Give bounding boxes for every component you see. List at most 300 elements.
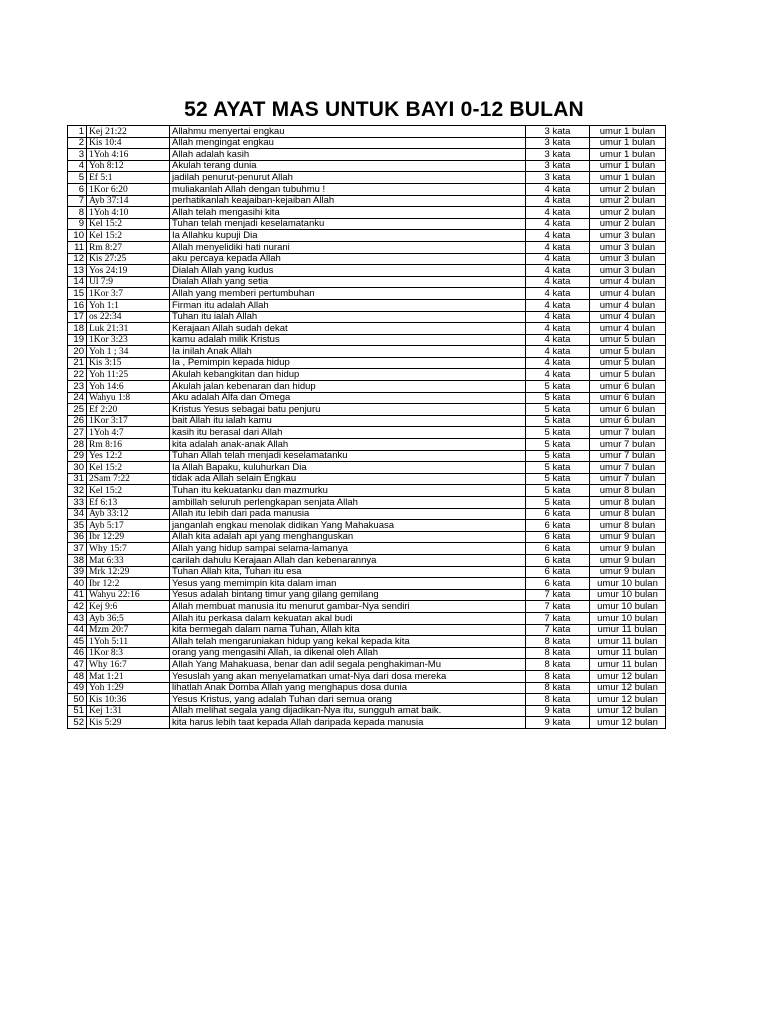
- row-number: 33: [68, 497, 87, 509]
- table-row: [68, 578, 666, 590]
- verse-text: Allah itu lebih dari pada manusia: [170, 508, 526, 520]
- table-row: [68, 288, 666, 300]
- row-number: 40: [68, 578, 87, 590]
- row-number: 6: [68, 183, 87, 195]
- table-row: [68, 589, 666, 601]
- row-number: 12: [68, 253, 87, 265]
- verse-reference: Mrk 12:29: [87, 566, 170, 578]
- verse-reference: Ayb 33:12: [87, 508, 170, 520]
- verse-text: Tuhan Allah kita, Tuhan itu esa: [170, 566, 526, 578]
- table-row: [68, 647, 666, 659]
- row-number: 43: [68, 612, 87, 624]
- word-count: 6 kata: [526, 566, 590, 578]
- age-label: umur 12 bulan: [590, 670, 666, 682]
- verse-text: Yesus yang memimpin kita dalam iman: [170, 578, 526, 590]
- verse-reference: 1Kor 8:3: [87, 647, 170, 659]
- age-label: umur 5 bulan: [590, 357, 666, 369]
- age-label: umur 10 bulan: [590, 612, 666, 624]
- verse-text: ambillah seluruh perlengkapan senjata Allah: [170, 497, 526, 509]
- verse-text: Tuhan telah menjadi keselamatanku: [170, 218, 526, 230]
- age-label: umur 11 bulan: [590, 647, 666, 659]
- word-count: 8 kata: [526, 694, 590, 706]
- age-label: umur 4 bulan: [590, 276, 666, 288]
- word-count: 5 kata: [526, 473, 590, 485]
- table-row: [68, 183, 666, 195]
- verse-text: Ia , Pemimpin kepada hidup: [170, 357, 526, 369]
- word-count: 4 kata: [526, 183, 590, 195]
- verse-reference: Kel 15:2: [87, 218, 170, 230]
- age-label: umur 5 bulan: [590, 334, 666, 346]
- row-number: 14: [68, 276, 87, 288]
- word-count: 4 kata: [526, 207, 590, 219]
- verse-text: Aku adalah Alfa dan Omega: [170, 392, 526, 404]
- verse-reference: 1Yoh 5:11: [87, 636, 170, 648]
- word-count: 3 kata: [526, 172, 590, 184]
- age-label: umur 6 bulan: [590, 415, 666, 427]
- verse-text: janganlah engkau menolak didikan Yang Mahakuasa: [170, 520, 526, 532]
- table-row: [68, 126, 666, 138]
- row-number: 19: [68, 334, 87, 346]
- row-number: 51: [68, 705, 87, 717]
- verse-text: kita bermegah dalam nama Tuhan, Allah kita: [170, 624, 526, 636]
- verse-reference: Ayb 37:14: [87, 195, 170, 207]
- table-row: [68, 323, 666, 335]
- row-number: 47: [68, 659, 87, 671]
- table-row: [68, 149, 666, 161]
- verse-text: Ia Allahku kupuji Dia: [170, 230, 526, 242]
- verse-reference: Kej 1:31: [87, 705, 170, 717]
- word-count: 4 kata: [526, 346, 590, 358]
- verse-table-body: [68, 126, 666, 729]
- word-count: 6 kata: [526, 531, 590, 543]
- verse-text: Akulah jalan kebenaran dan hidup: [170, 381, 526, 393]
- verse-text: bait Allah itu ialah kamu: [170, 415, 526, 427]
- table-row: [68, 566, 666, 578]
- row-number: 18: [68, 323, 87, 335]
- row-number: 32: [68, 485, 87, 497]
- verse-reference: Yos 24:19: [87, 265, 170, 277]
- word-count: 3 kata: [526, 137, 590, 149]
- row-number: 23: [68, 381, 87, 393]
- row-number: 37: [68, 543, 87, 555]
- verse-text: Allah Yang Mahakuasa, benar dan adil segala penghakiman-Mu: [170, 659, 526, 671]
- verse-text: Ia inilah Anak Allah: [170, 346, 526, 358]
- verse-text: carilah dahulu Kerajaan Allah dan kebenarannya: [170, 554, 526, 566]
- verse-text: Firman itu adalah Allah: [170, 299, 526, 311]
- age-label: umur 6 bulan: [590, 404, 666, 416]
- verse-text: Allah membuat manusia itu menurut gambar-Nya sendiri: [170, 601, 526, 613]
- verse-text: Yesus Kristus, yang adalah Tuhan dari semua orang: [170, 694, 526, 706]
- verse-reference: Kis 27:25: [87, 253, 170, 265]
- table-row: [68, 427, 666, 439]
- verse-reference: Yes 12:2: [87, 450, 170, 462]
- age-label: umur 8 bulan: [590, 508, 666, 520]
- table-row: [68, 450, 666, 462]
- age-label: umur 7 bulan: [590, 439, 666, 451]
- verse-reference: 1Kor 3:23: [87, 334, 170, 346]
- verse-reference: Mat 1:21: [87, 670, 170, 682]
- verse-text: lihatlah Anak Domba Allah yang menghapus dosa dunia: [170, 682, 526, 694]
- age-label: umur 12 bulan: [590, 682, 666, 694]
- table-row: [68, 670, 666, 682]
- verse-reference: Ibr 12:2: [87, 578, 170, 590]
- word-count: 4 kata: [526, 218, 590, 230]
- row-number: 9: [68, 218, 87, 230]
- verse-text: perhatikanlah keajaiban-kejaiban Allah: [170, 195, 526, 207]
- verse-text: Allah telah mengasihi kita: [170, 207, 526, 219]
- word-count: 8 kata: [526, 670, 590, 682]
- table-row: [68, 357, 666, 369]
- row-number: 1: [68, 126, 87, 138]
- table-row: [68, 473, 666, 485]
- word-count: 4 kata: [526, 288, 590, 300]
- word-count: 6 kata: [526, 578, 590, 590]
- verse-reference: Rm 8:16: [87, 439, 170, 451]
- table-row: [68, 682, 666, 694]
- row-number: 27: [68, 427, 87, 439]
- verse-reference: Kis 10:36: [87, 694, 170, 706]
- age-label: umur 1 bulan: [590, 172, 666, 184]
- table-row: [68, 195, 666, 207]
- age-label: umur 4 bulan: [590, 288, 666, 300]
- age-label: umur 6 bulan: [590, 392, 666, 404]
- age-label: umur 9 bulan: [590, 531, 666, 543]
- age-label: umur 5 bulan: [590, 369, 666, 381]
- age-label: umur 10 bulan: [590, 601, 666, 613]
- row-number: 38: [68, 554, 87, 566]
- verse-reference: Kis 5:29: [87, 717, 170, 729]
- word-count: 4 kata: [526, 334, 590, 346]
- table-row: [68, 717, 666, 729]
- word-count: 4 kata: [526, 241, 590, 253]
- table-row: [68, 137, 666, 149]
- verse-reference: Yoh 1:1: [87, 299, 170, 311]
- table-row: [68, 531, 666, 543]
- row-number: 16: [68, 299, 87, 311]
- word-count: 5 kata: [526, 427, 590, 439]
- verse-text: Allah yang hidup sampai selama-lamanya: [170, 543, 526, 555]
- row-number: 13: [68, 265, 87, 277]
- table-row: [68, 381, 666, 393]
- row-number: 22: [68, 369, 87, 381]
- word-count: 8 kata: [526, 659, 590, 671]
- table-row: [68, 439, 666, 451]
- table-row: [68, 601, 666, 613]
- age-label: umur 12 bulan: [590, 705, 666, 717]
- verse-reference: Kel 15:2: [87, 230, 170, 242]
- age-label: umur 4 bulan: [590, 311, 666, 323]
- word-count: 5 kata: [526, 392, 590, 404]
- table-row: [68, 172, 666, 184]
- table-row: [68, 253, 666, 265]
- word-count: 5 kata: [526, 404, 590, 416]
- verse-reference: Luk 21:31: [87, 323, 170, 335]
- age-label: umur 8 bulan: [590, 520, 666, 532]
- age-label: umur 1 bulan: [590, 160, 666, 172]
- age-label: umur 8 bulan: [590, 497, 666, 509]
- table-row: [68, 520, 666, 532]
- table-row: [68, 334, 666, 346]
- verse-text: Allah kita adalah api yang menghanguskan: [170, 531, 526, 543]
- row-number: 48: [68, 670, 87, 682]
- word-count: 9 kata: [526, 717, 590, 729]
- word-count: 4 kata: [526, 323, 590, 335]
- row-number: 10: [68, 230, 87, 242]
- verse-reference: Yoh 1 ; 34: [87, 346, 170, 358]
- word-count: 4 kata: [526, 369, 590, 381]
- table-row: [68, 624, 666, 636]
- age-label: umur 11 bulan: [590, 624, 666, 636]
- age-label: umur 12 bulan: [590, 717, 666, 729]
- table-row: [68, 612, 666, 624]
- word-count: 6 kata: [526, 554, 590, 566]
- age-label: umur 6 bulan: [590, 381, 666, 393]
- verse-text: Allah menyelidiki hati nurani: [170, 241, 526, 253]
- verse-reference: Wahyu 1:8: [87, 392, 170, 404]
- word-count: 6 kata: [526, 508, 590, 520]
- verse-text: muliakanlah Allah dengan tubuhmu !: [170, 183, 526, 195]
- row-number: 25: [68, 404, 87, 416]
- word-count: 4 kata: [526, 276, 590, 288]
- verse-reference: Ayb 5:17: [87, 520, 170, 532]
- row-number: 26: [68, 415, 87, 427]
- table-row: [68, 543, 666, 555]
- word-count: 5 kata: [526, 462, 590, 474]
- row-number: 4: [68, 160, 87, 172]
- word-count: 3 kata: [526, 160, 590, 172]
- age-label: umur 3 bulan: [590, 265, 666, 277]
- verse-reference: 1Kor 6:20: [87, 183, 170, 195]
- word-count: 3 kata: [526, 149, 590, 161]
- document-title: 52 AYAT MAS UNTUK BAYI 0-12 BULAN: [184, 98, 584, 121]
- verse-text: Yesuslah yang akan menyelamatkan umat-Nya dari dosa mereka: [170, 670, 526, 682]
- verse-reference: 2Sam 7:22: [87, 473, 170, 485]
- table-row: [68, 265, 666, 277]
- row-number: 21: [68, 357, 87, 369]
- age-label: umur 1 bulan: [590, 137, 666, 149]
- table-row: [68, 705, 666, 717]
- verse-text: aku percaya kepada Allah: [170, 253, 526, 265]
- row-number: 46: [68, 647, 87, 659]
- word-count: 4 kata: [526, 357, 590, 369]
- age-label: umur 10 bulan: [590, 578, 666, 590]
- verse-text: Allah itu perkasa dalam kekuatan akal budi: [170, 612, 526, 624]
- verse-reference: Kis 10:4: [87, 137, 170, 149]
- word-count: 5 kata: [526, 439, 590, 451]
- age-label: umur 1 bulan: [590, 149, 666, 161]
- word-count: 4 kata: [526, 299, 590, 311]
- table-row: [68, 404, 666, 416]
- age-label: umur 10 bulan: [590, 589, 666, 601]
- verse-reference: Wahyu 22:16: [87, 589, 170, 601]
- row-number: 2: [68, 137, 87, 149]
- age-label: umur 2 bulan: [590, 207, 666, 219]
- word-count: 4 kata: [526, 311, 590, 323]
- row-number: 34: [68, 508, 87, 520]
- word-count: 5 kata: [526, 497, 590, 509]
- age-label: umur 1 bulan: [590, 126, 666, 138]
- table-row: [68, 276, 666, 288]
- age-label: umur 7 bulan: [590, 450, 666, 462]
- row-number: 35: [68, 520, 87, 532]
- verse-reference: os 22:34: [87, 311, 170, 323]
- table-row: [68, 415, 666, 427]
- verse-text: kita harus lebih taat kepada Allah daripada kepada manusia: [170, 717, 526, 729]
- age-label: umur 7 bulan: [590, 462, 666, 474]
- verse-reference: Ibr 12:29: [87, 531, 170, 543]
- row-number: 29: [68, 450, 87, 462]
- verse-reference: 1Kor 3:17: [87, 415, 170, 427]
- row-number: 8: [68, 207, 87, 219]
- table-row: [68, 207, 666, 219]
- verse-text: orang yang mengasihi Allah, ia dikenal oleh Allah: [170, 647, 526, 659]
- age-label: umur 2 bulan: [590, 183, 666, 195]
- age-label: umur 2 bulan: [590, 195, 666, 207]
- word-count: 8 kata: [526, 647, 590, 659]
- verse-text: Tuhan itu ialah Allah: [170, 311, 526, 323]
- table-row: [68, 508, 666, 520]
- age-label: umur 9 bulan: [590, 554, 666, 566]
- verse-reference: Kel 15:2: [87, 485, 170, 497]
- table-row: [68, 636, 666, 648]
- row-number: 3: [68, 149, 87, 161]
- verse-reference: 1Yoh 4:7: [87, 427, 170, 439]
- verse-reference: 1Yoh 4:16: [87, 149, 170, 161]
- age-label: umur 9 bulan: [590, 543, 666, 555]
- table-row: [68, 346, 666, 358]
- row-number: 5: [68, 172, 87, 184]
- row-number: 52: [68, 717, 87, 729]
- table-row: [68, 392, 666, 404]
- word-count: 7 kata: [526, 612, 590, 624]
- verse-text: Allah telah mengaruniakan hidup yang kekal kepada kita: [170, 636, 526, 648]
- row-number: 49: [68, 682, 87, 694]
- verse-text: Dialah Allah yang kudus: [170, 265, 526, 277]
- row-number: 50: [68, 694, 87, 706]
- table-row: [68, 218, 666, 230]
- verse-text: Allah adalah kasih: [170, 149, 526, 161]
- verse-text: Akulah terang dunia: [170, 160, 526, 172]
- age-label: umur 3 bulan: [590, 241, 666, 253]
- verse-text: Ia Allah Bapaku, kuluhurkan Dia: [170, 462, 526, 474]
- row-number: 24: [68, 392, 87, 404]
- verse-text: Kristus Yesus sebagai batu penjuru: [170, 404, 526, 416]
- verse-text: Tuhan Allah telah menjadi keselamatanku: [170, 450, 526, 462]
- row-number: 15: [68, 288, 87, 300]
- verse-text: kasih itu berasal dari Allah: [170, 427, 526, 439]
- word-count: 6 kata: [526, 520, 590, 532]
- table-row: [68, 554, 666, 566]
- word-count: 4 kata: [526, 265, 590, 277]
- row-number: 28: [68, 439, 87, 451]
- verse-reference: Yoh 14:6: [87, 381, 170, 393]
- verse-text: Allahmu menyertai engkau: [170, 126, 526, 138]
- word-count: 8 kata: [526, 682, 590, 694]
- age-label: umur 3 bulan: [590, 253, 666, 265]
- row-number: 41: [68, 589, 87, 601]
- age-label: umur 7 bulan: [590, 427, 666, 439]
- table-row: [68, 311, 666, 323]
- age-label: umur 4 bulan: [590, 323, 666, 335]
- row-number: 45: [68, 636, 87, 648]
- word-count: 8 kata: [526, 636, 590, 648]
- word-count: 9 kata: [526, 705, 590, 717]
- verse-text: kamu adalah milik Kristus: [170, 334, 526, 346]
- verse-reference: Why 15:7: [87, 543, 170, 555]
- verse-reference: Kel 15:2: [87, 462, 170, 474]
- verse-reference: Yoh 11:25: [87, 369, 170, 381]
- verse-reference: Ef 5:1: [87, 172, 170, 184]
- row-number: 17: [68, 311, 87, 323]
- table-row: [68, 369, 666, 381]
- row-number: 30: [68, 462, 87, 474]
- verse-text: kita adalah anak-anak Allah: [170, 439, 526, 451]
- word-count: 3 kata: [526, 126, 590, 138]
- table-row: [68, 694, 666, 706]
- word-count: 4 kata: [526, 230, 590, 242]
- age-label: umur 2 bulan: [590, 218, 666, 230]
- verse-text: Kerajaan Allah sudah dekat: [170, 323, 526, 335]
- row-number: 7: [68, 195, 87, 207]
- verse-reference: Why 16:7: [87, 659, 170, 671]
- verse-reference: 1Yoh 4:10: [87, 207, 170, 219]
- age-label: umur 9 bulan: [590, 566, 666, 578]
- word-count: 5 kata: [526, 485, 590, 497]
- row-number: 42: [68, 601, 87, 613]
- verse-text: Yesus adalah bintang timur yang gilang gemilang: [170, 589, 526, 601]
- word-count: 7 kata: [526, 589, 590, 601]
- table-row: [68, 497, 666, 509]
- word-count: 5 kata: [526, 381, 590, 393]
- verse-text: Allah mengingat engkau: [170, 137, 526, 149]
- verse-text: Allah yang memberi pertumbuhan: [170, 288, 526, 300]
- age-label: umur 3 bulan: [590, 230, 666, 242]
- verse-reference: Ef 2:20: [87, 404, 170, 416]
- row-number: 11: [68, 241, 87, 253]
- word-count: 4 kata: [526, 195, 590, 207]
- verse-reference: Ul 7:9: [87, 276, 170, 288]
- verse-text: tidak ada Allah selain Engkau: [170, 473, 526, 485]
- table-row: [68, 230, 666, 242]
- age-label: umur 11 bulan: [590, 659, 666, 671]
- verse-reference: Ef 6:13: [87, 497, 170, 509]
- verse-table: [67, 125, 666, 729]
- verse-text: jadilah penurut-penurut Allah: [170, 172, 526, 184]
- row-number: 20: [68, 346, 87, 358]
- table-row: [68, 462, 666, 474]
- table-row: [68, 160, 666, 172]
- word-count: 5 kata: [526, 415, 590, 427]
- table-row: [68, 299, 666, 311]
- age-label: umur 7 bulan: [590, 473, 666, 485]
- word-count: 6 kata: [526, 543, 590, 555]
- verse-reference: Mat 6:33: [87, 554, 170, 566]
- table-row: [68, 485, 666, 497]
- age-label: umur 11 bulan: [590, 636, 666, 648]
- verse-reference: Kis 3:15: [87, 357, 170, 369]
- age-label: umur 5 bulan: [590, 346, 666, 358]
- table-row: [68, 659, 666, 671]
- row-number: 44: [68, 624, 87, 636]
- table-row: [68, 241, 666, 253]
- verse-text: Dialah Allah yang setia: [170, 276, 526, 288]
- row-number: 36: [68, 531, 87, 543]
- verse-reference: Yoh 8:12: [87, 160, 170, 172]
- verse-reference: Rm 8:27: [87, 241, 170, 253]
- verse-reference: Ayb 36:5: [87, 612, 170, 624]
- verse-text: Tuhan itu kekuatanku dan mazmurku: [170, 485, 526, 497]
- age-label: umur 12 bulan: [590, 694, 666, 706]
